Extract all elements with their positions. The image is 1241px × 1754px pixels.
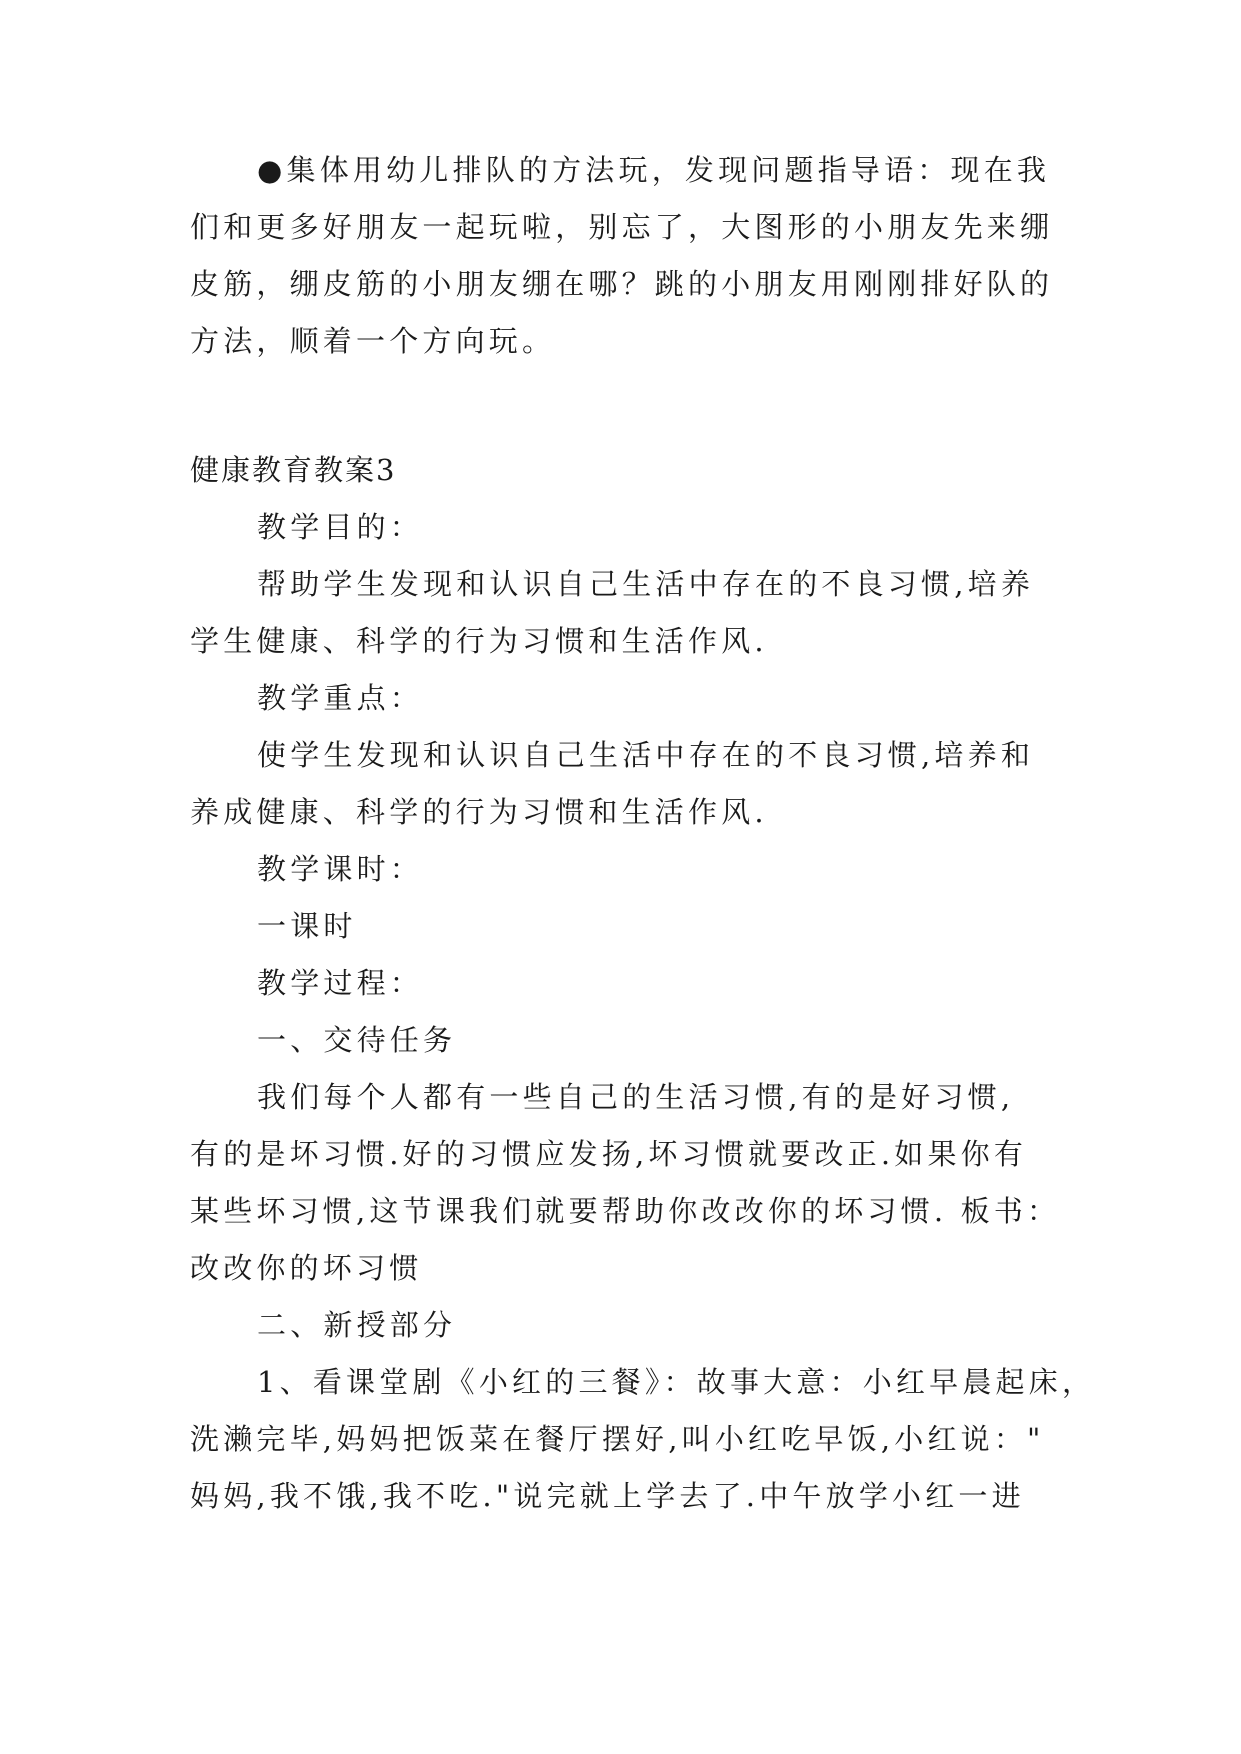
paragraph-line: 有的是坏习惯.好的习惯应发扬,坏习惯就要改正.如果你有 bbox=[190, 1137, 1028, 1171]
subheading-focus: 教学重点： bbox=[257, 681, 424, 715]
paragraph-line: 们和更多好朋友一起玩啦，别忘了，大图形的小朋友先来绷 bbox=[190, 210, 1054, 244]
subheading-process: 教学过程： bbox=[257, 966, 424, 1000]
paragraph-line: 洗濑完毕,妈妈把饭菜在餐厅摆好,叫小红吃早饭,小红说：" bbox=[190, 1422, 1045, 1456]
paragraph-line: 方法，顺着一个方向玩。 bbox=[190, 324, 556, 358]
paragraph-line: 帮助学生发现和认识自己生活中存在的不良习惯,培养 bbox=[257, 567, 1035, 601]
paragraph-line: 妈妈,我不饿,我不吃."说完就上学去了.中午放学小红一进 bbox=[190, 1479, 1025, 1513]
paragraph-line: 使学生发现和认识自己生活中存在的不良习惯,培养和 bbox=[257, 738, 1035, 772]
paragraph-line: 1、看课堂剧《小红的三餐》：故事大意：小红早晨起床， bbox=[257, 1365, 1096, 1399]
paragraph-line: 养成健康、科学的行为习惯和生活作风. bbox=[190, 795, 768, 829]
subheading-objective: 教学目的： bbox=[257, 510, 424, 544]
subheading-hours: 教学课时： bbox=[257, 852, 424, 886]
paragraph-line: ●集体用幼儿排队的方法玩，发现问题指导语：现在我 bbox=[257, 153, 1051, 187]
paragraph-line: 学生健康、科学的行为习惯和生活作风. bbox=[190, 624, 768, 658]
subheading-new-lesson: 二、新授部分 bbox=[257, 1308, 457, 1342]
paragraph-line: 皮筋，绷皮筋的小朋友绷在哪？跳的小朋友用刚刚排好队的 bbox=[190, 267, 1054, 301]
paragraph-line: 某些坏习惯,这节课我们就要帮助你改改你的坏习惯. 板书： bbox=[190, 1194, 1061, 1228]
paragraph-line: 我们每个人都有一些自己的生活习惯,有的是好习惯, bbox=[257, 1080, 1015, 1114]
paragraph-line: 一课时 bbox=[257, 909, 357, 943]
subheading-task: 一、交待任务 bbox=[257, 1023, 457, 1057]
paragraph-line: 改改你的坏习惯 bbox=[190, 1251, 423, 1285]
section-heading: 健康教育教案3 bbox=[190, 453, 397, 487]
